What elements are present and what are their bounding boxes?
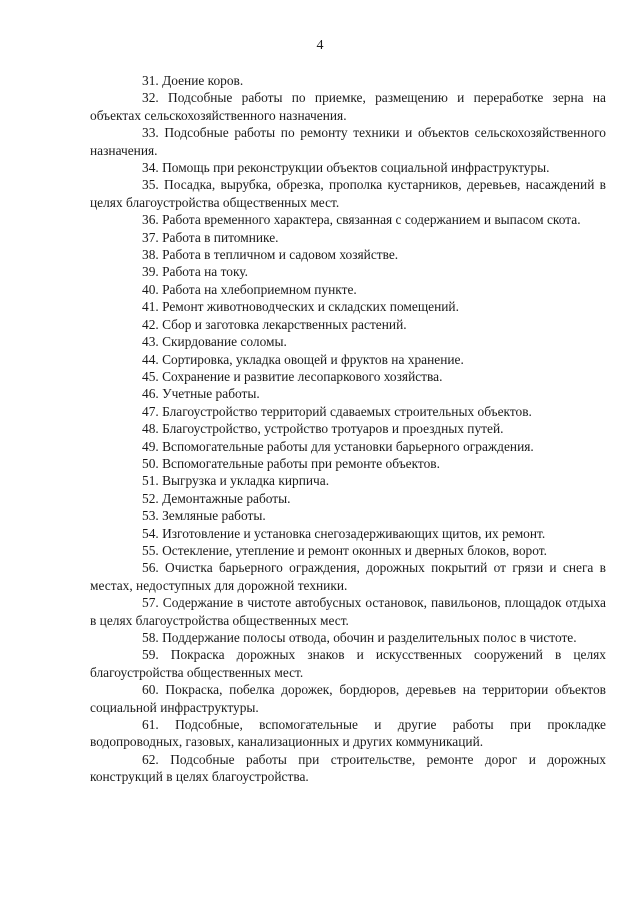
list-item: 33. Подсобные работы по ремонту техники и объектов сельскохозяйственного назначения. (90, 125, 606, 158)
list-item: 51. Выгрузка и укладка кирпича. (142, 473, 330, 489)
list-item: 31. Доение коров. (142, 73, 244, 88)
list-item: 53. Земляные работы. (142, 508, 266, 524)
list-item: 58. Поддержание полосы отвода, обочин и разделительных полос в чистоте. (142, 630, 577, 645)
list-item: 44. Сортировка, укладка овощей и фруктов на хранение. (142, 351, 464, 367)
list-item: 56. Очистка барьерного ограждения, дорожных покрытий от грязи и снега в местах, недоступных для дорожной техники. (90, 560, 606, 593)
list-item: 45. Сохранение и развитие лесопаркового хозяйства. (142, 368, 443, 384)
list-item: 47. Благоустройство территорий сдаваемых строительных объектов. (142, 403, 532, 419)
page-number: 4 (316, 38, 324, 53)
list-item: 62. Подсобные работы при строительстве, ремонте дорог и дорожных конструкций в целях благоустройства. (90, 751, 606, 785)
list-item: 60. Покраска, побелка дорожек, бордюров, деревьев на территории объектов социальной инфраструктуры. (90, 682, 606, 715)
list-item: 36. Работа временного характера, связанная с содержанием и выпасом скота. (142, 212, 581, 228)
list-item: 42. Сбор и заготовка лекарственных растений. (142, 316, 407, 332)
list-item: 59. Покраска дорожных знаков и искусственных сооружений в целях благоустройства общественных мест. (90, 647, 606, 680)
list-item: 37. Работа в питомнике. (142, 229, 279, 245)
list-item: 38. Работа в тепличном и садовом хозяйстве. (142, 247, 399, 263)
list-item: 43. Скирдование соломы. (142, 334, 287, 350)
list-item: 50. Вспомогательные работы при ремонте объектов. (142, 455, 440, 471)
list-item: 39. Работа на току. (142, 264, 248, 280)
list-item: 61. Подсобные, вспомогательные и другие работы при прокладке водопроводных, газовых, канализационных и других коммуникаций. (90, 717, 606, 750)
list-item: 41. Ремонт животноводческих и складских помещений. (142, 299, 459, 315)
work-list (90, 72, 606, 786)
list-item: 57. Содержание в чистоте автобусных остановок, павильонов, площадок отдыха в целях благоустройства общественных мест. (90, 595, 606, 628)
list-item: 46. Учетные работы. (142, 386, 260, 402)
list-item: 34. Помощь при реконструкции объектов социальной инфраструктуры. (142, 160, 550, 176)
list-item: 40. Работа на хлебоприемном пункте. (142, 281, 357, 297)
list-item: 52. Демонтажные работы. (142, 490, 291, 506)
list-item: 35. Посадка, вырубка, обрезка, прополка кустарников, деревьев, насаждений в целях благоустройства общественных мест. (90, 177, 606, 210)
list-item: 55. Остекление, утепление и ремонт оконных и дверных блоков, ворот. (142, 542, 547, 558)
list-item: 54. Изготовление и установка снегозадерживающих щитов, их ремонт. (142, 525, 546, 541)
list-item: 49. Вспомогательные работы для установки барьерного ограждения. (142, 438, 534, 454)
list-item: 48. Благоустройство, устройство тротуаров и проездных путей. (142, 421, 504, 437)
list-item: 32. Подсобные работы по приемке, размещению и переработке зерна на объектах сельскохозяйственного назначения. (90, 90, 606, 123)
